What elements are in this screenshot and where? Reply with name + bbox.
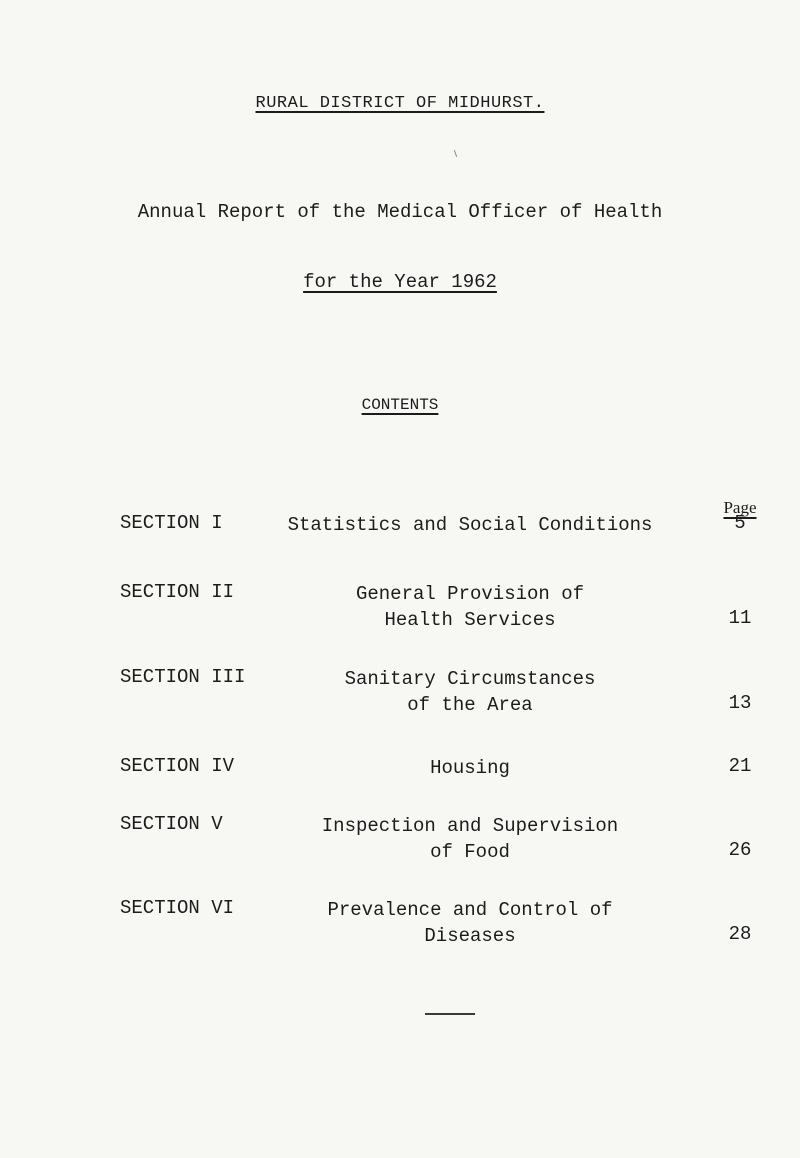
section-title (260, 512, 680, 538)
section-title-line: Housing (430, 757, 510, 779)
closing-rule (425, 1013, 475, 1015)
section-page-number: 26 (728, 839, 752, 861)
section-label: SECTION II (120, 581, 235, 603)
section-page-number: 13 (728, 692, 752, 714)
section-title (260, 813, 680, 865)
section-label: SECTION I (120, 512, 223, 534)
section-title-line: of the Area (407, 694, 533, 716)
section-title-line: Sanitary Circumstances (344, 668, 596, 690)
report-title: Annual Report of the Medical Officer of Health (137, 201, 663, 223)
section-title (260, 581, 680, 633)
section-title-line: Statistics and Social Conditions (287, 514, 653, 536)
scan-mark (454, 150, 457, 157)
section-label: SECTION VI (120, 897, 235, 919)
contents-heading: CONTENTS (361, 396, 439, 414)
section-title-line: Health Services (384, 609, 556, 631)
section-label: SECTION III (120, 666, 246, 688)
section-page-number: 28 (728, 923, 752, 945)
section-title (260, 755, 680, 781)
section-title-line: Diseases (424, 925, 516, 947)
section-title-line: General Provision of (355, 583, 585, 605)
section-title (260, 666, 680, 718)
section-page-number: 11 (728, 607, 752, 629)
page-column-header: Page (723, 498, 757, 517)
section-page-number: 5 (734, 512, 746, 534)
section-title-line: Inspection and Supervision (321, 815, 619, 837)
year-line: for the Year 1962 (303, 271, 497, 293)
section-title (260, 897, 680, 949)
section-label: SECTION V (120, 813, 223, 835)
section-title-line: of Food (430, 841, 510, 863)
section-title-line: Prevalence and Control of (327, 899, 613, 921)
section-label: SECTION IV (120, 755, 235, 777)
district-heading: RURAL DISTRICT OF MIDHURST. (255, 94, 545, 113)
section-page-number: 21 (728, 755, 752, 777)
